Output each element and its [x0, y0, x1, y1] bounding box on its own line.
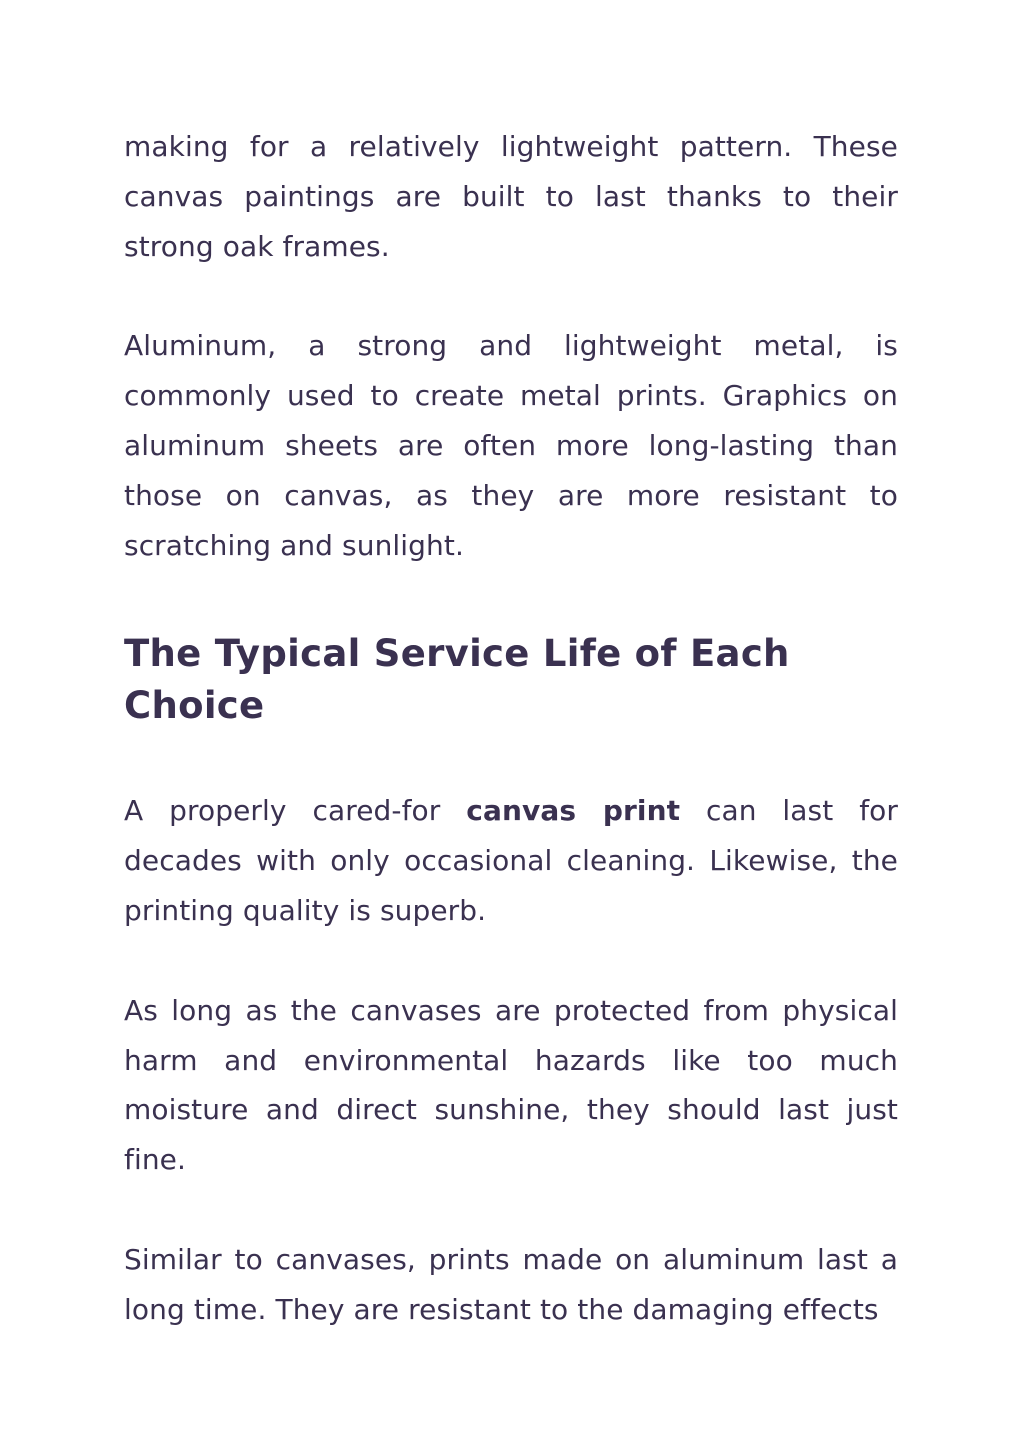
- paragraph-canvas-lifespan-end: can last for decades with only occasional cleaning. Likewise, the printing quality is superb.: [124, 794, 898, 927]
- paragraph-aluminum: Aluminum, a strong and lightweight metal, is commonly used to create metal prints. Graphics on aluminum sheets are often more long-lasting than those on canvas, as they are more resistant to scratching and sunlight.: [124, 329, 898, 562]
- paragraph-protection: As long as the canvases are protected from physical harm and environmental hazards like too much moisture and direct sunshine, they should last just fine.: [124, 993, 898, 1177]
- canvas-print-link-text: canvas print: [466, 794, 681, 828]
- paragraph-canvas-lifespan-start: A properly cared-for: [124, 794, 467, 828]
- paragraph-canvas-lifespan: [124, 786, 898, 935]
- section-heading: The Typical Service Life of Each Choice: [124, 632, 790, 728]
- document-page: [124, 122, 898, 1335]
- paragraph-frames: making for a relatively lightweight pattern. These canvas paintings are built to last thanks to their strong oak frames.: [124, 130, 898, 263]
- paragraph-aluminum-lifespan: Similar to canvases, prints made on aluminum last a long time. They are resistant to the damaging effects: [124, 1242, 898, 1326]
